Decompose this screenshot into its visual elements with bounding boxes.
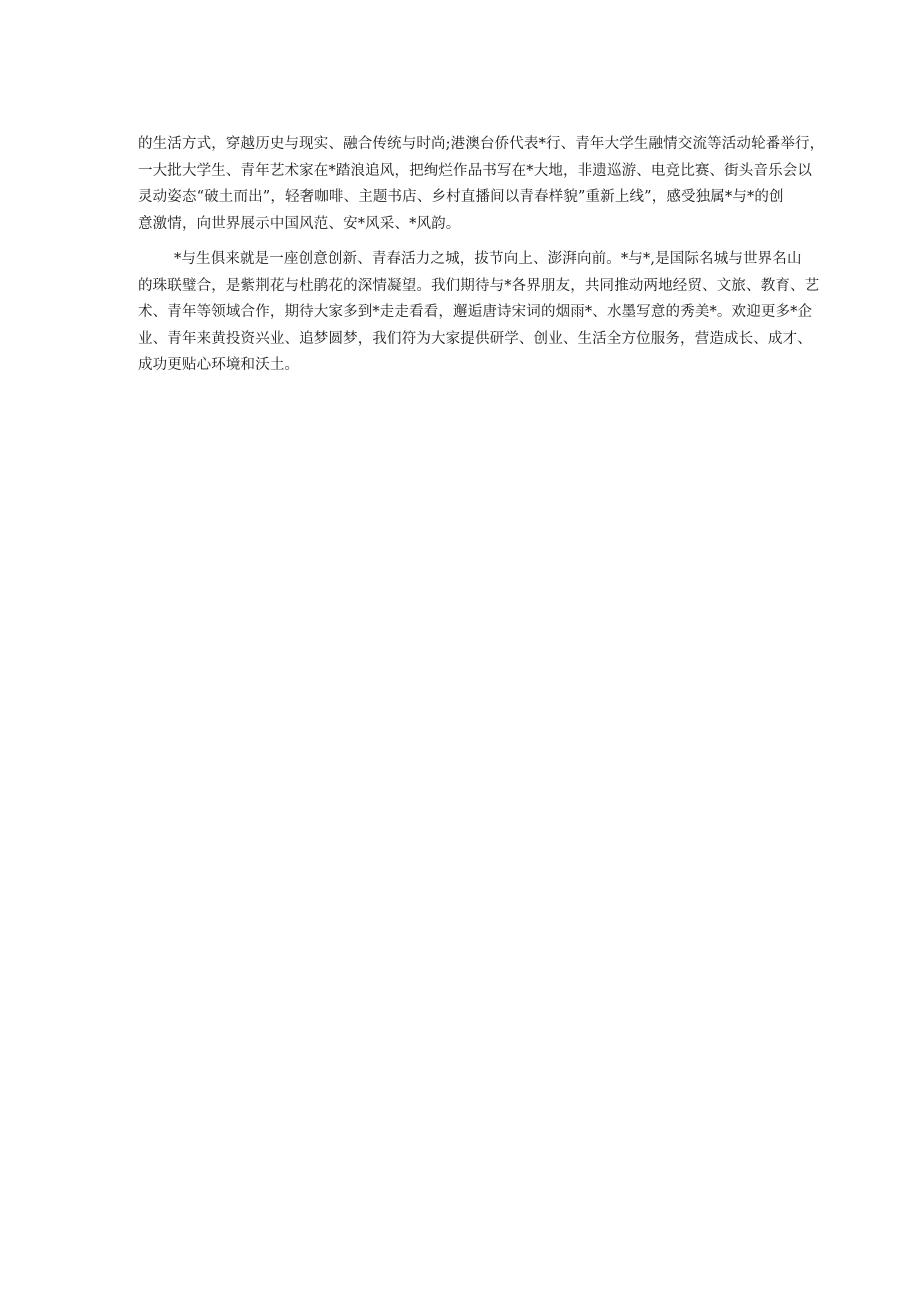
paragraph-2-line-5: 成功更贴心环境和沃土。 — [138, 357, 300, 373]
paragraph-1-line-1: 的生活方式，穿越历史与现实、融合传统与时尚;港澳台侨代表*行、青年大学生融情交流等活动轮番举行， — [138, 136, 825, 152]
paragraph-2 — [138, 246, 820, 379]
paragraph-1 — [138, 131, 825, 237]
paragraph-1-line-2: 一大批大学生、青年艺术家在*踏浪追风，把绚烂作品书写在*大地，非遗巡游、电竞比赛、街头音乐会以 — [138, 162, 813, 179]
paragraph-2-line-3: 术、青年等领域合作，期待大家多到*走走看看，邂逅唐诗宋词的烟雨*、水墨写意的秀美*。欢迎更多*企 — [138, 304, 813, 320]
paragraph-1-line-4: 意激情，向世界展示中国风范、安*风采、*风韵。 — [138, 215, 461, 232]
paragraph-2-line-1: *与生俱来就是一座创意创新、青春活力之城，拔节向上、澎湃向前。*与*,是国际名城与世界名山 — [174, 251, 802, 267]
paragraph-2-line-2: 的珠联璧合，是紫荆花与杜鹃花的深情凝望。我们期待与*各界朋友，共同推动两地经贸、文旅、教育、艺 — [138, 277, 820, 294]
document-body — [138, 131, 825, 379]
paragraph-2-line-4: 业、青年来黄投资兴业、追梦圆梦，我们符为大家提供研学、创业、生活全方位服务，营造成长、成才、 — [138, 330, 812, 347]
paragraph-1-line-3: 灵动姿态“破土而出”，轻奢咖啡、主题书店、乡村直播间以青春样貌”重新上线”，感受独属*与*的创 — [138, 189, 784, 205]
